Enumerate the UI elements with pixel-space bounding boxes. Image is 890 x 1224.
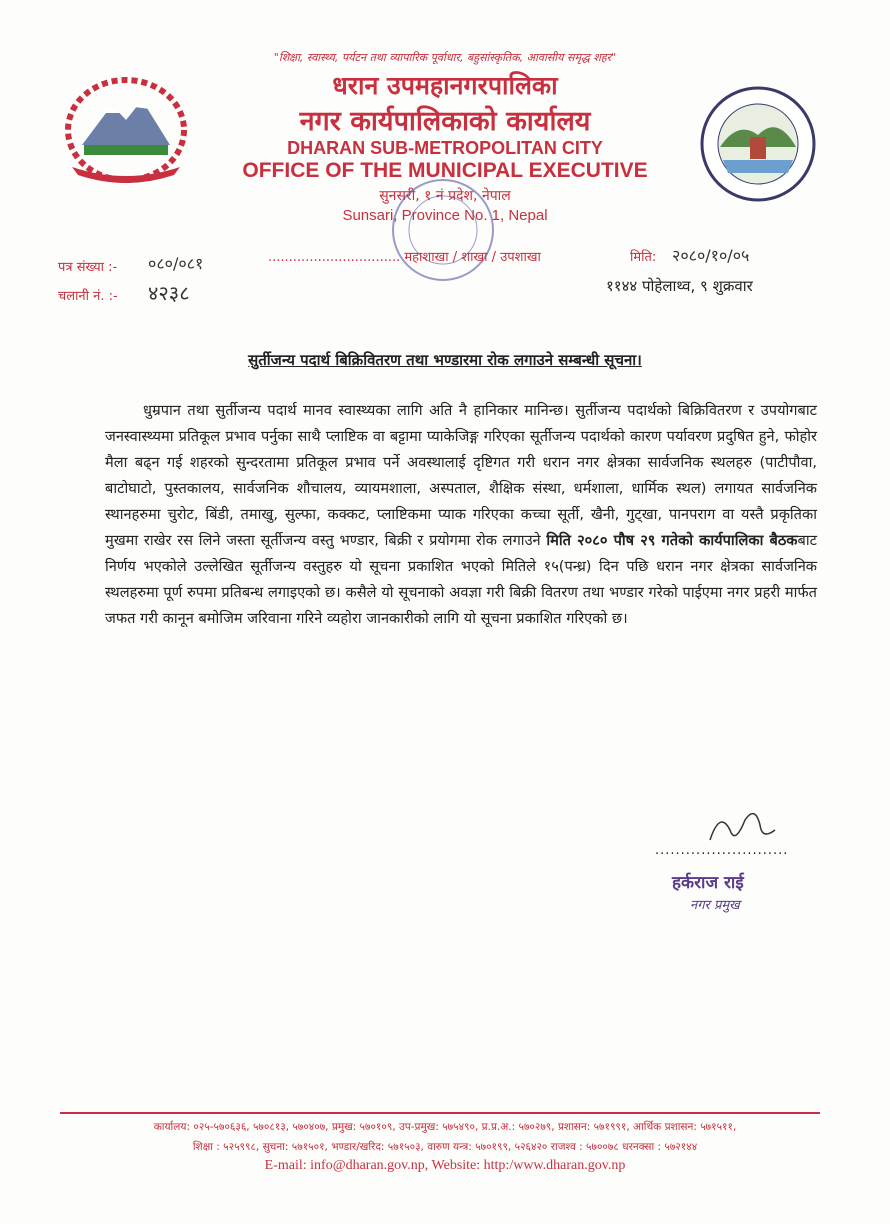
date-value: २०८०/१०/०५ [672,246,750,265]
signatory-role: नगर प्रमुख [690,898,740,913]
address-nepali: सुनसरी, १ नं प्रदेश, नेपाल [379,188,511,204]
signature-line: .......................... [655,843,789,858]
dispatch-value: ४२३८ [148,281,190,305]
dispatch-label: चलानी नं. :- [58,289,118,304]
ref-label: पत्र संख्या :- [58,260,118,275]
city-name-nepali: धरान उपमहानगरपालिका [332,71,558,100]
footer-contact: E-mail: info@dharan.gov.np, Website: http:/www.dharan.gov.np [264,1158,626,1173]
signatory-name: हर्कराज राई [672,873,744,893]
footer-phones-1: कार्यालय: ०२५-५७०६३६, ५७०८१३, ५७०४०७, प्रमुख: ५७०१०९, उप-प्रमुख: ५७५४९०, प्र.प्र.अ.: ५७०२७९, प्रशासन: ५७१९९१, आर्थिक प्रशासन: ५७१५११, [153,1121,737,1133]
motto: "शिक्षा, स्वास्थ्य, पर्यटन तथा व्यापारिक पूर्वाधार, बहुसांस्कृतिक, आवासीय समृद्ध शहर" [273,51,617,64]
address-english: Sunsari, Province No. 1, Nepal [342,207,548,224]
office-name-nepali: नगर कार्यपालिकाको कार्यालय [299,106,591,137]
date-label: मिति: [630,250,657,265]
office-stamp [378,170,508,290]
office-name-english: OFFICE OF THE MUNICIPAL EXECUTIVE [242,159,648,182]
section-line: ................................ महाशाखा / शाखा / उपशाखा [268,250,541,265]
ref-value: ०८०/०८१ [148,254,204,273]
notice-title: सुर्तीजन्य पदार्थ बिक्रिवितरण तथा भण्डारमा रोक लगाउने सम्बन्धी सूचना। [248,351,642,369]
footer-phones-2: शिक्षा : ५२५९९८, सुचना: ५७१५०१, भण्डार/खरिद: ५७१५०३, वारुण यन्त्र: ५७०१९९, ५२६४२० राजश्व : ५७००७८ धरनक्सा : ५७२१४४ [192,1141,698,1153]
notice-body: धुम्रपान तथा सुर्तीजन्य पदार्थ मानव स्वास्थ्यका लागि अति नै हानिकार मानिन्छ। सुर्तीजन्य पदार्थको बिक्रिवितरण र उपयोगबाट जनस्वास्थ्यमा प्रतिकूल प्रभाव पर्नुका साथै प्लाष्टिक वा बट्टामा प्याकेजिङ्ग गरिएका सूर्तीजन्य पदार्थको कारण पर्यावरण प्रदुषित हुने, फोहोर मैला बढ्न गई शहरको सुन्दरतामा प्रतिकूल प्रभाव पर्ने अवस्थालाई दृष्टिगत गरी धरान नगर क्षेत्रका सार्वजनिक स्थलहरु (पाटीपौवा, बाटोघाटो, पुस्तकालय, सार्वजनिक शौचालय, व्यायमशाला, अस्पताल, शैक्षिक संस्था, धर्मशाला, धार्मिक स्थल) लगायत सार्वजनिक स्थानहरुमा चुरोट, बिंडी, तमाखु, सुल्फा, कक्कट, प्लाष्टिकमा प्याक गरिएका कच्चा सूर्ती, खैनी, गुट्खा, पानपराग वा यस्तै प्रकृतिका मुखमा राखेर रस लिने जस्ता सूर्तीजन्य वस्तु भण्डार, बिक्री र प्रयोगमा रोक लगाउने मिति २०८० पौष २९ गतेको कार्यपालिका बैठकबाट निर्णय भएकोले उल्लेखित सूर्तीजन्य वस्तुहरु यो सूचना प्रकाशित भएको मितिले १५(पन्ध्र) दिन पछि धरान नगर क्षेत्रका सार्वजनिक स्थलहरुमा पूर्ण रुपमा प्रतिबन्ध लगाइएको छ। कसैले यो सूचनाको अवज्ञा गरी बिक्री वितरण तथा भण्डार गरेको पाईएमा नगर प्रहरी मार्फत जफत गरी कानून बमोजिम जरिवाना गरिने व्यहोरा जानकारीको लागि यो सूचना प्रकाशित गरिएको छ। [105,402,817,627]
nepal-sambat-date: ११४४ पोहेलाथ्व, ९ शुक्रवार [606,277,753,295]
footer-divider [60,1112,820,1114]
city-name-english: DHARAN SUB-METROPOLITAN CITY [287,138,603,158]
